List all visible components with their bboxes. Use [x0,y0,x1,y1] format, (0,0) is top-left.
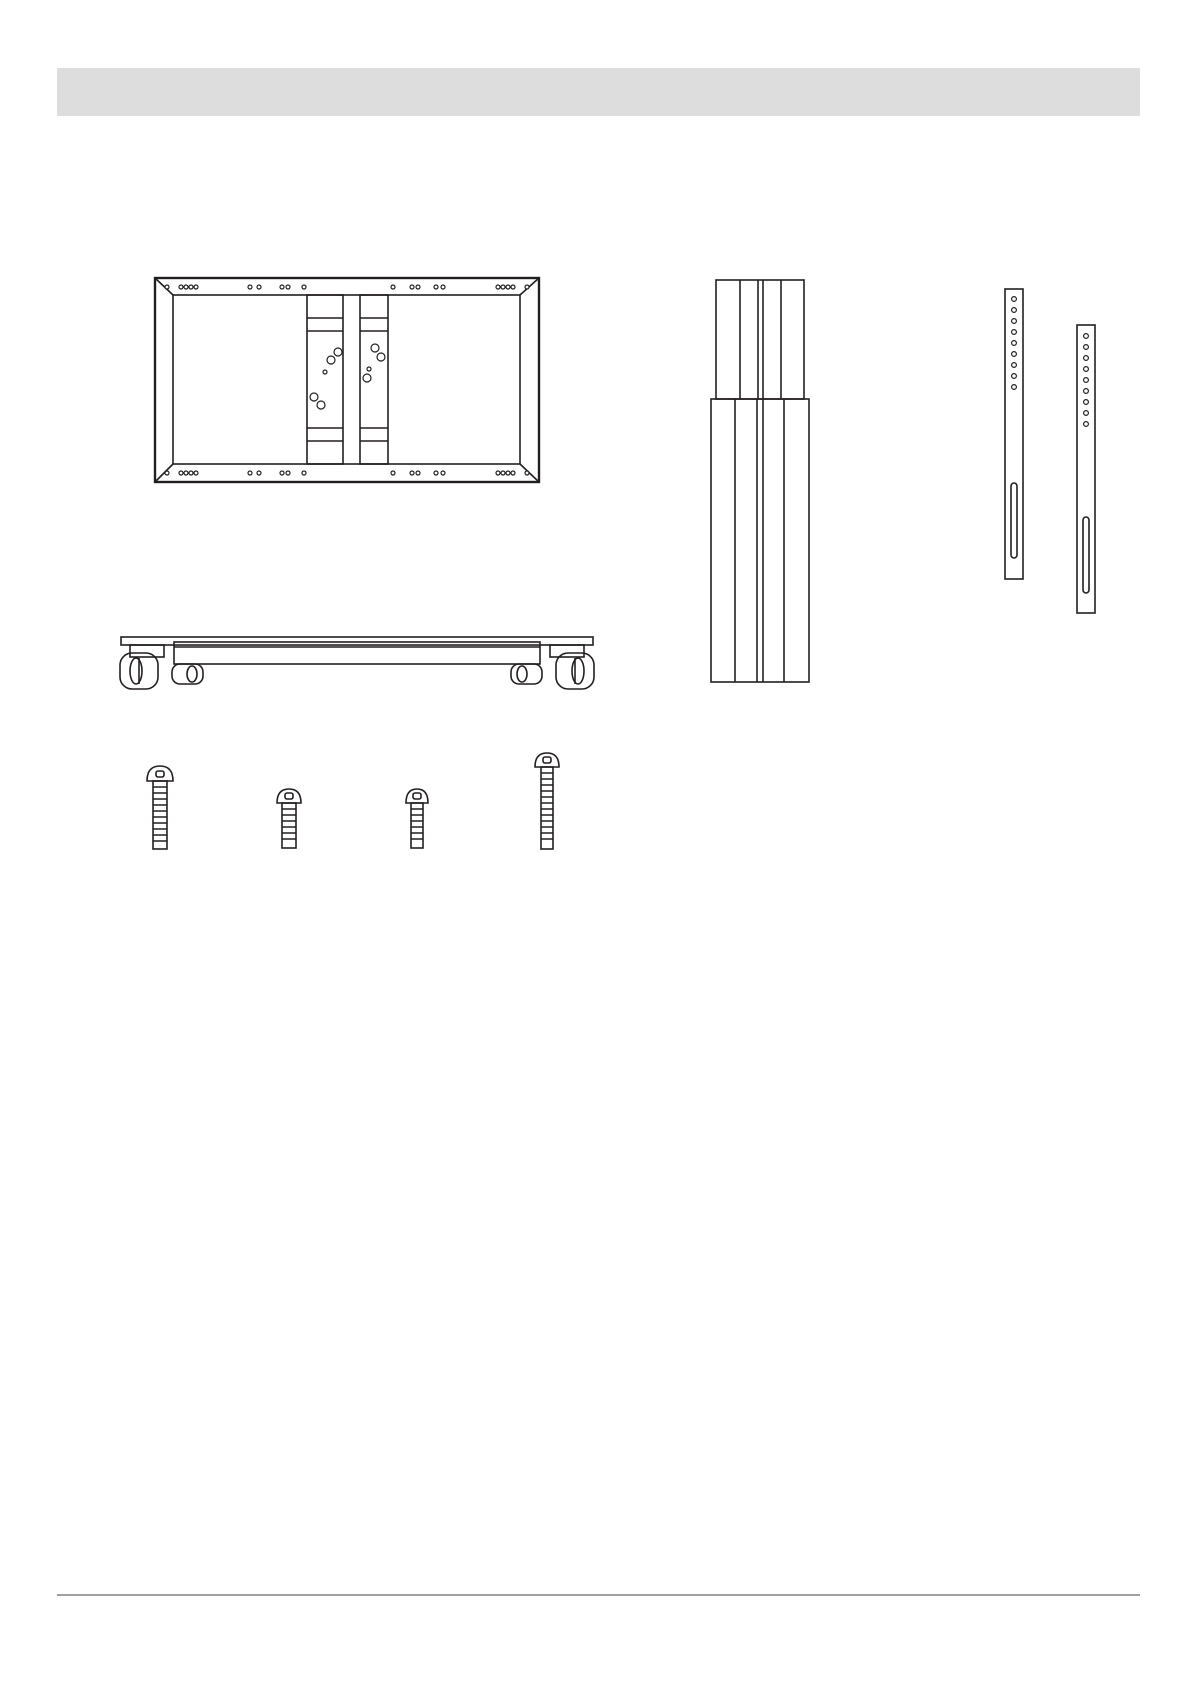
short-bracket-drawing [1074,323,1098,616]
header-band [57,68,1140,116]
mount-frame-drawing [150,275,546,485]
screw-short-a-drawing [272,786,306,852]
footer-rule [57,1594,1140,1596]
screw-short-b-drawing [401,786,433,852]
screw-long-a-drawing [143,763,177,853]
long-bracket-drawing [1002,287,1026,582]
wheeled-base-drawing [112,634,602,696]
telescopic-column-drawing [708,278,812,684]
frame-bottom-holes [165,471,529,475]
screw-long-b-drawing [531,750,563,853]
frame-top-holes [165,285,529,289]
